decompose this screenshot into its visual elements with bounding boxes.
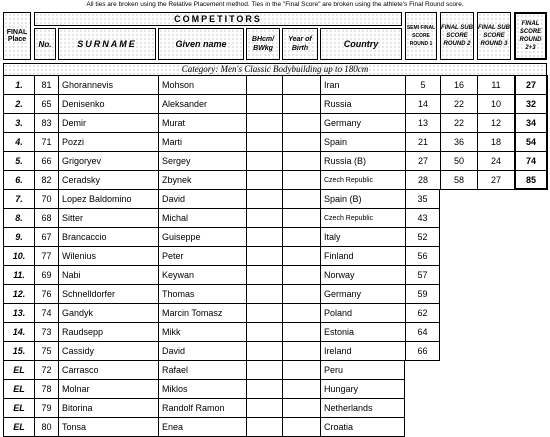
cell-year: [282, 228, 320, 247]
header-final-place: FINAL Place: [3, 12, 31, 60]
cell-place: 10.: [3, 247, 34, 266]
header-no: No.: [34, 28, 56, 60]
cell-surname: Raudsepp: [58, 323, 158, 342]
cell-country: Norway: [320, 266, 405, 285]
cell-semi-final: 57: [405, 266, 440, 285]
cell-semi-final: 64: [405, 323, 440, 342]
cell-place: 5.: [3, 152, 34, 171]
cell-no: 66: [34, 152, 58, 171]
cell-place: 13.: [3, 304, 34, 323]
cell-place: 1.: [3, 76, 34, 95]
cell-place: 8.: [3, 209, 34, 228]
cell-no: 70: [34, 190, 58, 209]
table-row: [3, 399, 548, 418]
table-row: [3, 361, 548, 380]
cell-round-3: 18: [477, 133, 514, 152]
cell-country: Russia: [320, 95, 405, 114]
cell-final-score: 74: [514, 152, 548, 171]
cell-final-score: 27: [514, 76, 548, 95]
cell-place: 3.: [3, 114, 34, 133]
cell-country: Iran: [320, 76, 405, 95]
cell-no: 65: [34, 95, 58, 114]
cell-bh-bw: [246, 418, 282, 437]
cell-country: Croatia: [320, 418, 405, 437]
cell-bh-bw: [246, 323, 282, 342]
results-table: [3, 75, 548, 432]
cell-bh-bw: [246, 285, 282, 304]
cell-no: 79: [34, 399, 58, 418]
cell-year: [282, 114, 320, 133]
cell-final-score: 32: [514, 95, 548, 114]
cell-given-name: Murat: [158, 114, 246, 133]
table-row: [3, 342, 548, 361]
cell-year: [282, 380, 320, 399]
table-row: [3, 152, 548, 171]
header-bh-bw: BHcm/ BWkg: [246, 28, 280, 60]
cell-year: [282, 152, 320, 171]
cell-place: 6.: [3, 171, 34, 190]
cell-place: 4.: [3, 133, 34, 152]
cell-surname: Bitorina: [58, 399, 158, 418]
cell-year: [282, 399, 320, 418]
cell-given-name: Aleksander: [158, 95, 246, 114]
cell-surname: Ghorannevis: [58, 76, 158, 95]
cell-bh-bw: [246, 304, 282, 323]
cell-no: 75: [34, 342, 58, 361]
cell-no: 82: [34, 171, 58, 190]
table-row: [3, 266, 548, 285]
cell-country: Czech Republic: [320, 171, 405, 190]
cell-no: 71: [34, 133, 58, 152]
cell-year: [282, 304, 320, 323]
cell-place: 2.: [3, 95, 34, 114]
cell-given-name: David: [158, 190, 246, 209]
cell-year: [282, 266, 320, 285]
cell-round-3: 24: [477, 152, 514, 171]
table-row: [3, 304, 548, 323]
cell-place: 12.: [3, 285, 34, 304]
tie-break-note: All ties are broken using the Relative Placement method. Ties in the "Final Score" are broken using the athlete's Final Round score.: [86, 1, 464, 8]
cell-semi-final: 13: [405, 114, 440, 133]
cell-year: [282, 342, 320, 361]
cell-semi-final: 14: [405, 95, 440, 114]
cell-final-score: 85: [514, 171, 548, 190]
cell-year: [282, 247, 320, 266]
cell-no: 69: [34, 266, 58, 285]
cell-surname: Tonsa: [58, 418, 158, 437]
cell-no: 80: [34, 418, 58, 437]
cell-given-name: Randolf Ramon: [158, 399, 246, 418]
header-year-of-birth: Year of Birth: [282, 28, 318, 60]
cell-country: Russia (B): [320, 152, 405, 171]
cell-place: 15.: [3, 342, 34, 361]
table-row: [3, 133, 548, 152]
header-final-sub-score-round-2: FINAL SUB SCORE ROUND 2: [440, 12, 474, 60]
header-final-score: FINAL SCORE ROUND 2+3: [514, 12, 547, 60]
table-row: [3, 76, 548, 95]
cell-bh-bw: [246, 361, 282, 380]
cell-place: 14.: [3, 323, 34, 342]
cell-round-3: 11: [477, 76, 514, 95]
cell-country: Germany: [320, 114, 405, 133]
cell-no: 73: [34, 323, 58, 342]
table-row: [3, 323, 548, 342]
cell-country: Hungary: [320, 380, 405, 399]
cell-country: Germany: [320, 285, 405, 304]
cell-semi-final: 35: [405, 190, 440, 209]
cell-year: [282, 361, 320, 380]
table-row: [3, 114, 548, 133]
cell-year: [282, 95, 320, 114]
cell-year: [282, 418, 320, 437]
cell-no: 83: [34, 114, 58, 133]
cell-surname: Carrasco: [58, 361, 158, 380]
cell-year: [282, 209, 320, 228]
cell-given-name: Keywan: [158, 266, 246, 285]
cell-surname: Schnelldorfer: [58, 285, 158, 304]
header-competitors: COMPETITORS: [34, 12, 402, 26]
cell-round-2: 16: [440, 76, 477, 95]
cell-bh-bw: [246, 228, 282, 247]
cell-semi-final: 27: [405, 152, 440, 171]
cell-round-2: 50: [440, 152, 477, 171]
cell-place: EL: [3, 361, 34, 380]
cell-year: [282, 171, 320, 190]
cell-given-name: Guiseppe: [158, 228, 246, 247]
cell-given-name: Sergey: [158, 152, 246, 171]
cell-country: Poland: [320, 304, 405, 323]
cell-semi-final: 59: [405, 285, 440, 304]
cell-country: Ireland: [320, 342, 405, 361]
table-row: [3, 171, 548, 190]
cell-no: 68: [34, 209, 58, 228]
cell-no: 81: [34, 76, 58, 95]
cell-surname: Cassidy: [58, 342, 158, 361]
cell-surname: Grigoryev: [58, 152, 158, 171]
cell-no: 76: [34, 285, 58, 304]
category-bar: Category: Men's Classic Bodybuilding up to 180cm: [3, 63, 547, 76]
cell-no: 77: [34, 247, 58, 266]
cell-year: [282, 133, 320, 152]
cell-bh-bw: [246, 266, 282, 285]
table-row: [3, 247, 548, 266]
cell-given-name: Peter: [158, 247, 246, 266]
cell-surname: Gandyk: [58, 304, 158, 323]
cell-bh-bw: [246, 171, 282, 190]
cell-place: EL: [3, 380, 34, 399]
cell-round-3: 27: [477, 171, 514, 190]
table-row: [3, 285, 548, 304]
cell-semi-final: 66: [405, 342, 440, 361]
header-country: Country: [320, 28, 402, 60]
cell-surname: Sitter: [58, 209, 158, 228]
cell-year: [282, 76, 320, 95]
cell-given-name: Marti: [158, 133, 246, 152]
cell-surname: Denisenko: [58, 95, 158, 114]
cell-round-2: 36: [440, 133, 477, 152]
cell-place: EL: [3, 418, 34, 437]
cell-country: Spain (B): [320, 190, 405, 209]
cell-given-name: Miklos: [158, 380, 246, 399]
cell-final-score: 54: [514, 133, 548, 152]
cell-no: 67: [34, 228, 58, 247]
cell-country: Netherlands: [320, 399, 405, 418]
cell-bh-bw: [246, 133, 282, 152]
cell-semi-final: 5: [405, 76, 440, 95]
table-row: [3, 209, 548, 228]
cell-surname: Lopez Baldomino: [58, 190, 158, 209]
cell-bh-bw: [246, 76, 282, 95]
table-row: [3, 418, 548, 437]
cell-place: EL: [3, 399, 34, 418]
cell-country: Estonia: [320, 323, 405, 342]
cell-no: 72: [34, 361, 58, 380]
cell-round-3: 10: [477, 95, 514, 114]
cell-bh-bw: [246, 342, 282, 361]
cell-surname: Molnar: [58, 380, 158, 399]
cell-semi-final: 62: [405, 304, 440, 323]
cell-surname: Wilenius: [58, 247, 158, 266]
cell-semi-final: 52: [405, 228, 440, 247]
cell-given-name: Zbynek: [158, 171, 246, 190]
cell-given-name: Mohson: [158, 76, 246, 95]
cell-bh-bw: [246, 152, 282, 171]
table-row: [3, 95, 548, 114]
cell-semi-final: 28: [405, 171, 440, 190]
cell-semi-final: 56: [405, 247, 440, 266]
cell-bh-bw: [246, 399, 282, 418]
cell-round-2: 58: [440, 171, 477, 190]
cell-given-name: Michal: [158, 209, 246, 228]
cell-no: 74: [34, 304, 58, 323]
cell-country: Spain: [320, 133, 405, 152]
cell-round-2: 22: [440, 114, 477, 133]
cell-round-2: 22: [440, 95, 477, 114]
cell-surname: Brancaccio: [58, 228, 158, 247]
cell-bh-bw: [246, 209, 282, 228]
cell-bh-bw: [246, 380, 282, 399]
cell-surname: Nabi: [58, 266, 158, 285]
cell-given-name: Enea: [158, 418, 246, 437]
cell-given-name: Mikk: [158, 323, 246, 342]
cell-semi-final: 21: [405, 133, 440, 152]
header-given-name: Given name: [158, 28, 244, 60]
cell-surname: Demir: [58, 114, 158, 133]
cell-country: Italy: [320, 228, 405, 247]
table-row: [3, 380, 548, 399]
cell-given-name: David: [158, 342, 246, 361]
header-final-sub-score-round-3: FINAL SUB SCORE ROUND 3: [477, 12, 511, 60]
cell-given-name: Rafael: [158, 361, 246, 380]
cell-year: [282, 323, 320, 342]
cell-semi-final: 43: [405, 209, 440, 228]
cell-round-3: 12: [477, 114, 514, 133]
cell-given-name: Marcin Tomasz: [158, 304, 246, 323]
cell-no: 78: [34, 380, 58, 399]
cell-country: Czech Republic: [320, 209, 405, 228]
table-row: [3, 190, 548, 209]
header-semi-final-score: SEMI FINAL SCORE ROUND 1: [405, 12, 437, 60]
cell-bh-bw: [246, 247, 282, 266]
cell-country: Peru: [320, 361, 405, 380]
cell-year: [282, 190, 320, 209]
cell-bh-bw: [246, 190, 282, 209]
cell-place: 7.: [3, 190, 34, 209]
cell-surname: Ceradsky: [58, 171, 158, 190]
cell-place: 9.: [3, 228, 34, 247]
header-surname: SURNAME: [58, 28, 156, 60]
cell-year: [282, 285, 320, 304]
cell-country: Finland: [320, 247, 405, 266]
cell-place: 11.: [3, 266, 34, 285]
cell-bh-bw: [246, 114, 282, 133]
cell-given-name: Thomas: [158, 285, 246, 304]
table-row: [3, 228, 548, 247]
cell-surname: Pozzi: [58, 133, 158, 152]
cell-final-score: 34: [514, 114, 548, 133]
cell-bh-bw: [246, 95, 282, 114]
